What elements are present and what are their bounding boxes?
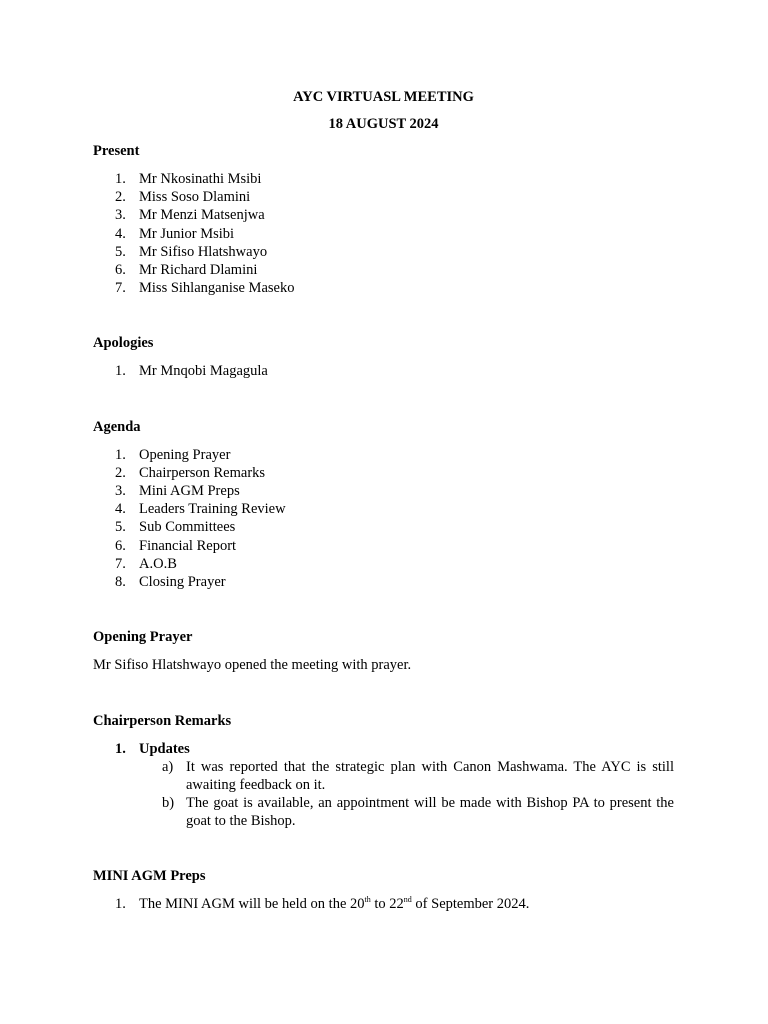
list-item: 2. Chairperson Remarks bbox=[115, 464, 266, 481]
opening-prayer-heading: Opening Prayer bbox=[93, 629, 193, 646]
list-item: 1. Mr Nkosinathi Msibi bbox=[115, 171, 262, 187]
list-item: 7. A.O.B bbox=[115, 555, 177, 572]
document-page bbox=[93, 88, 674, 914]
document-title: AYC VIRTUASL MEETING bbox=[293, 89, 474, 105]
list-item: 6. Financial Report bbox=[115, 537, 237, 554]
sub-list-item: a) It was reported that the strategic plan with Canon Mashwama. The AYC is still awaiting feedback on it. bbox=[162, 759, 674, 794]
agenda-list bbox=[93, 446, 674, 592]
list-item: 4. Leaders Training Review bbox=[115, 501, 286, 518]
chairperson-list bbox=[93, 740, 674, 758]
present-list bbox=[93, 170, 674, 297]
meeting-date: 18 AUGUST 2024 bbox=[328, 116, 439, 132]
list-item: 7. Miss Sihlanganise Maseko bbox=[115, 280, 295, 297]
updates-sublist bbox=[93, 758, 674, 830]
sub-list-item: b) The goat is available, an appointment will be made with Bishop PA to present the goat to the Bishop. bbox=[162, 795, 674, 830]
apologies-heading: Apologies bbox=[93, 335, 154, 352]
apologies-list bbox=[93, 362, 674, 380]
updates-item: 1. Updates bbox=[115, 741, 190, 758]
present-heading: Present bbox=[93, 143, 140, 159]
mini-agm-heading: MINI AGM Preps bbox=[93, 868, 206, 885]
list-item: 3. Mini AGM Preps bbox=[115, 483, 240, 500]
list-item: 5. Mr Sifiso Hlatshwayo bbox=[115, 243, 268, 260]
agenda-heading: Agenda bbox=[93, 418, 141, 435]
opening-prayer-text: Mr Sifiso Hlatshwayo opened the meeting with prayer. bbox=[93, 657, 412, 674]
list-item: 5. Sub Committees bbox=[115, 519, 236, 536]
list-item: 1. Mr Mnqobi Magagula bbox=[115, 363, 268, 380]
list-item: 8. Closing Prayer bbox=[115, 574, 226, 591]
list-item: 2. Miss Soso Dlamini bbox=[115, 189, 251, 206]
list-item: 4. Mr Junior Msibi bbox=[115, 225, 235, 242]
mini-agm-list bbox=[93, 895, 674, 913]
list-item: 1. Opening Prayer bbox=[115, 446, 231, 463]
chairperson-heading: Chairperson Remarks bbox=[93, 713, 232, 730]
list-item: 6. Mr Richard Dlamini bbox=[115, 262, 258, 279]
list-item: 1. The MINI AGM will be held on the 20th to 22nd of September 2024. bbox=[115, 895, 530, 913]
list-item: 3. Mr Menzi Matsenjwa bbox=[115, 207, 265, 224]
